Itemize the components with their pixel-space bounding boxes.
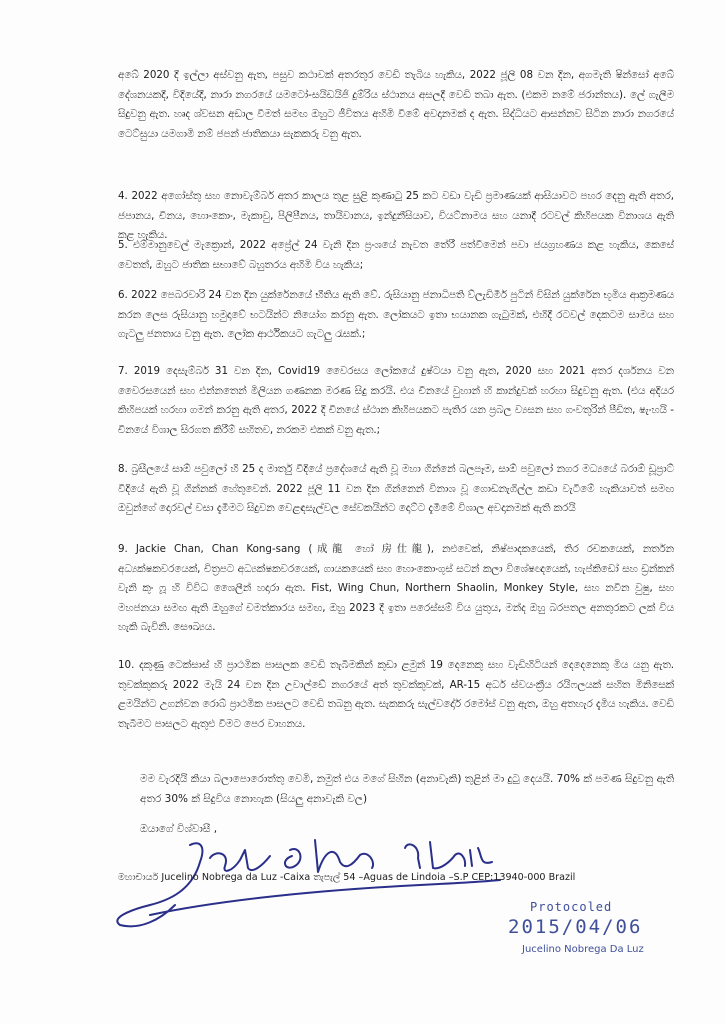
- closing-greeting: ඔයාගේ විශ්වාසී ,: [140, 823, 218, 835]
- paragraph-macron: 5. එම්මානුවෙල් මැක්‍රොන්, 2022 අප්‍රේල් 24 වැනි දින ප්‍රංශයේ නැවත තේරී පත්වීමෙන් පවා ජයග්‍රහණය කළ හැකිය, කෙසේ වෙතත්, ඔහුට ජාතික සභාවේ බහුතරය අහිමි විය හැකිය;: [118, 239, 674, 271]
- paragraph-sao-paulo-fire: 8. බ්‍රසීලයේ සාඕ පවුලෝ හි 25 ද මාර්තු වීදියේ ප්‍රදේශයේ ඇති වූ මහා ගින්නේ බලපෑම, සාඕ පවුලෝ නගර මධ්‍යයේ බරාඕ ඩූප්‍රාට් වීදියේ ඇති වූ ගින්නක් හේතුවෙන්. 2022 ජූලි 11 වන දින ගින්නෙන් විනාශ වූ ගොඩනැගිල්ල කඩා වැටීමේ හැකියාවත් සමඟ ඔවුන්ගේ දොරවල් වසා දැමීමට සිදුවන වෙළඳසැල්වල සේවකයින්ට දොට්ට දැමීමේ විශාල අවදානමක් ඇති කරයි: [118, 463, 674, 514]
- paragraph-texas-shooting: 10. දකුණු ටෙක්සාස් හි ප්‍රාථමික පාසලක වෙඩි තැබීමකින් කුඩා ළමුන් 19 දෙනෙකු සහ වැඩිහිටියන් දෙදෙනෙකු මිය යනු ඇත. තුවක්කුකරු 2022 මැයි 24 වන දින උවාල්ඩේ නගරයේ අත් තුවක්කුවක්, AR-15 අර්ධ ස්වයංක්‍රීය රයිෆලයක් සහිත මිනිසෙක් ළමයින්ට උගන්වන රොබ් ප්‍රාථමික පාසලට වෙඩි තබනු ඇත. සැකකරු සැල්වදෝර් රමෝස් වනු ඇත, ඔහු අතහැර දැමිය හැකිය. වෙඩි තැබීමට පාසලට ඇතුළු වීමට පෙර වාහනය.: [118, 659, 674, 730]
- paragraph-ukraine: 6. 2022 පෙබරවාරි 24 වන දින යුක්රේනයේ භීතිය ඇති වේ. රුසියානු ජනාධිපති ව්ලැඩිමීර් පුටින් විසින් යුක්රේන භූමිය ආක්‍රමණය කරන ලෙස රුසියානු හමුදාවේ භටයින්ට නියෝග කරනු ඇත. ලෝකයට ඉතා භයානක ගැටුමක්, එහිදී රටවල් දෙකටම සාමය සහ ගැටලු ජනතාය වනු ඇත. ලෝක ආර්ථිකයට ගැටලු රැසක්.;: [118, 289, 674, 340]
- stamp-name: Jucelino Nobrega Da Luz: [522, 944, 644, 955]
- paragraph-abe: අබේ 2020 දී ඉල්ලා අස්වනු ඇත, පසුව කථාවක් අතරතුර වෙඩි තැබිය හැකිය, 2022 ජූලි 08 වන දින, අගමැති ෂින්සෝ අබේ දේශනයකදී, විදියේදී, නාරා නගරයේ යමටෝ-සයිඩයිජි දුම්රිය ස්ථානය අසලදී වෙඩි තබා ඇත. (එකම නමේ ජරාන්තය). ලේ ගැලීම සිදුවනු ඇත. හෘද ශ්වසන අඩාල වීමත් සමඟ ඔහුට ජීවිතය අහිමි වීමේ අවදානමක් ද ඇත. සිද්ධියට ආසන්නව සිටින නාරා නගරයේ ටෙට්සුයා යමගාමි නම් ජපන් ජාතිකයා සැකකරු වනු ඇත.: [118, 69, 674, 140]
- stamp-label: Protocoled: [530, 900, 613, 914]
- protocol-stamp: [508, 900, 668, 968]
- paragraph-jackie-chan: 9. Jackie Chan, Chan Kong-sang (成龍 හෝ 房仕龍), නළුවෙක්, නිෂ්පාදකයෙක්, තිර රචකයෙක්, නර්තන අධ්‍යක්ෂකවරයෙක්, චිත්‍රපට අධ්‍යක්ෂකවරයෙක්, ගායකයෙක් සහ හොංකොංගුස් සටන් කලා විශේෂඥයෙක්, හැප්කිඩෝ සහ ඩ්‍රන්කන් වැනි කුං ෆූ හි විවිධ ශෛලීන් හදාරා ඇත. Fist, Wing Chun, Northern Shaolin, Monkey Style, සහ නවීන වුෂු, සහ මහජනයා සමඟ ඇති ඔහුගේ චමත්කාරය සමඟ, ඔහු 2023 දී ඉතා පරෙස්සම් විය යුතුය, මන්ද ඔහු බරපතල අනතුරකට ලක් විය හැකි බැවිනි. සෞඛ්‍යය.: [118, 543, 674, 633]
- paragraph-covid: 7. 2019 දෙසැම්බර් 31 වන දින, Covid19 වෛරසය ලෝකයේ දුෂ්ටයා වනු ඇත, 2020 සහ 2021 අතර දර්ශනය වන වෛරසයෙන් සහ එන්නතෙන් මිලියන ගණනක මරණ සිදු කරයි. එය චීනයේ වුහාන් හි කාන්දුවක් හරහා සිදුවනු ඇත. (එය අදියර කිහිපයක් හරහා ගමන් කරනු ඇති අතර, 2022 දී චීනයේ ස්ථාන කිහිපයකට පැතිර යන ප්‍රබල ව්‍යසන සහ ගංවතුරින් පීඩිත, ෂැංහයි - චීනයේ විශාල සිරගත කිරීම් සහිතව, නරකම එකක් වනු ඇත.;: [118, 365, 674, 436]
- paragraph-typhoons: 4. 2022 අගෝස්තු සහ නොවැම්බර් අතර කාලය තුළ සුළි කුණාටු 25 කට වඩා වැඩි ප්‍රමාණයක් ආසියාවට පහර දෙනු ඇති අතර, ජපානය, චීනය, හොංකොං, මැකාවු, පිලිපීනය, තායිවානය, ඉන්දුනීසියාව, වියට්නාමය සහ යනාදී රටවල් කිහිපයක විනාශය ඇති කළ හැකිය.: [118, 190, 674, 241]
- stamp-date: 2015/04/06: [508, 916, 643, 938]
- closing-note: මම වැරදියි කියා බලාපොරොත්තු වෙමි, නමුත් එය මගේ සිහින (අනාවැකි) තුළින් මා දුටු දෙයයි. 70% ක් පමණ සිදුවනු ඇති අතර 30% ක් සිදුවිය නොහැක (සියලු අනාවැකි වල): [140, 773, 675, 805]
- footer-address: මහාචාර්ය Jucelino Nobrega da Luz -Caixa තැපැල් 54 –Aguas de Lindoia –S.P CEP:13940-000 Brazil: [118, 872, 576, 883]
